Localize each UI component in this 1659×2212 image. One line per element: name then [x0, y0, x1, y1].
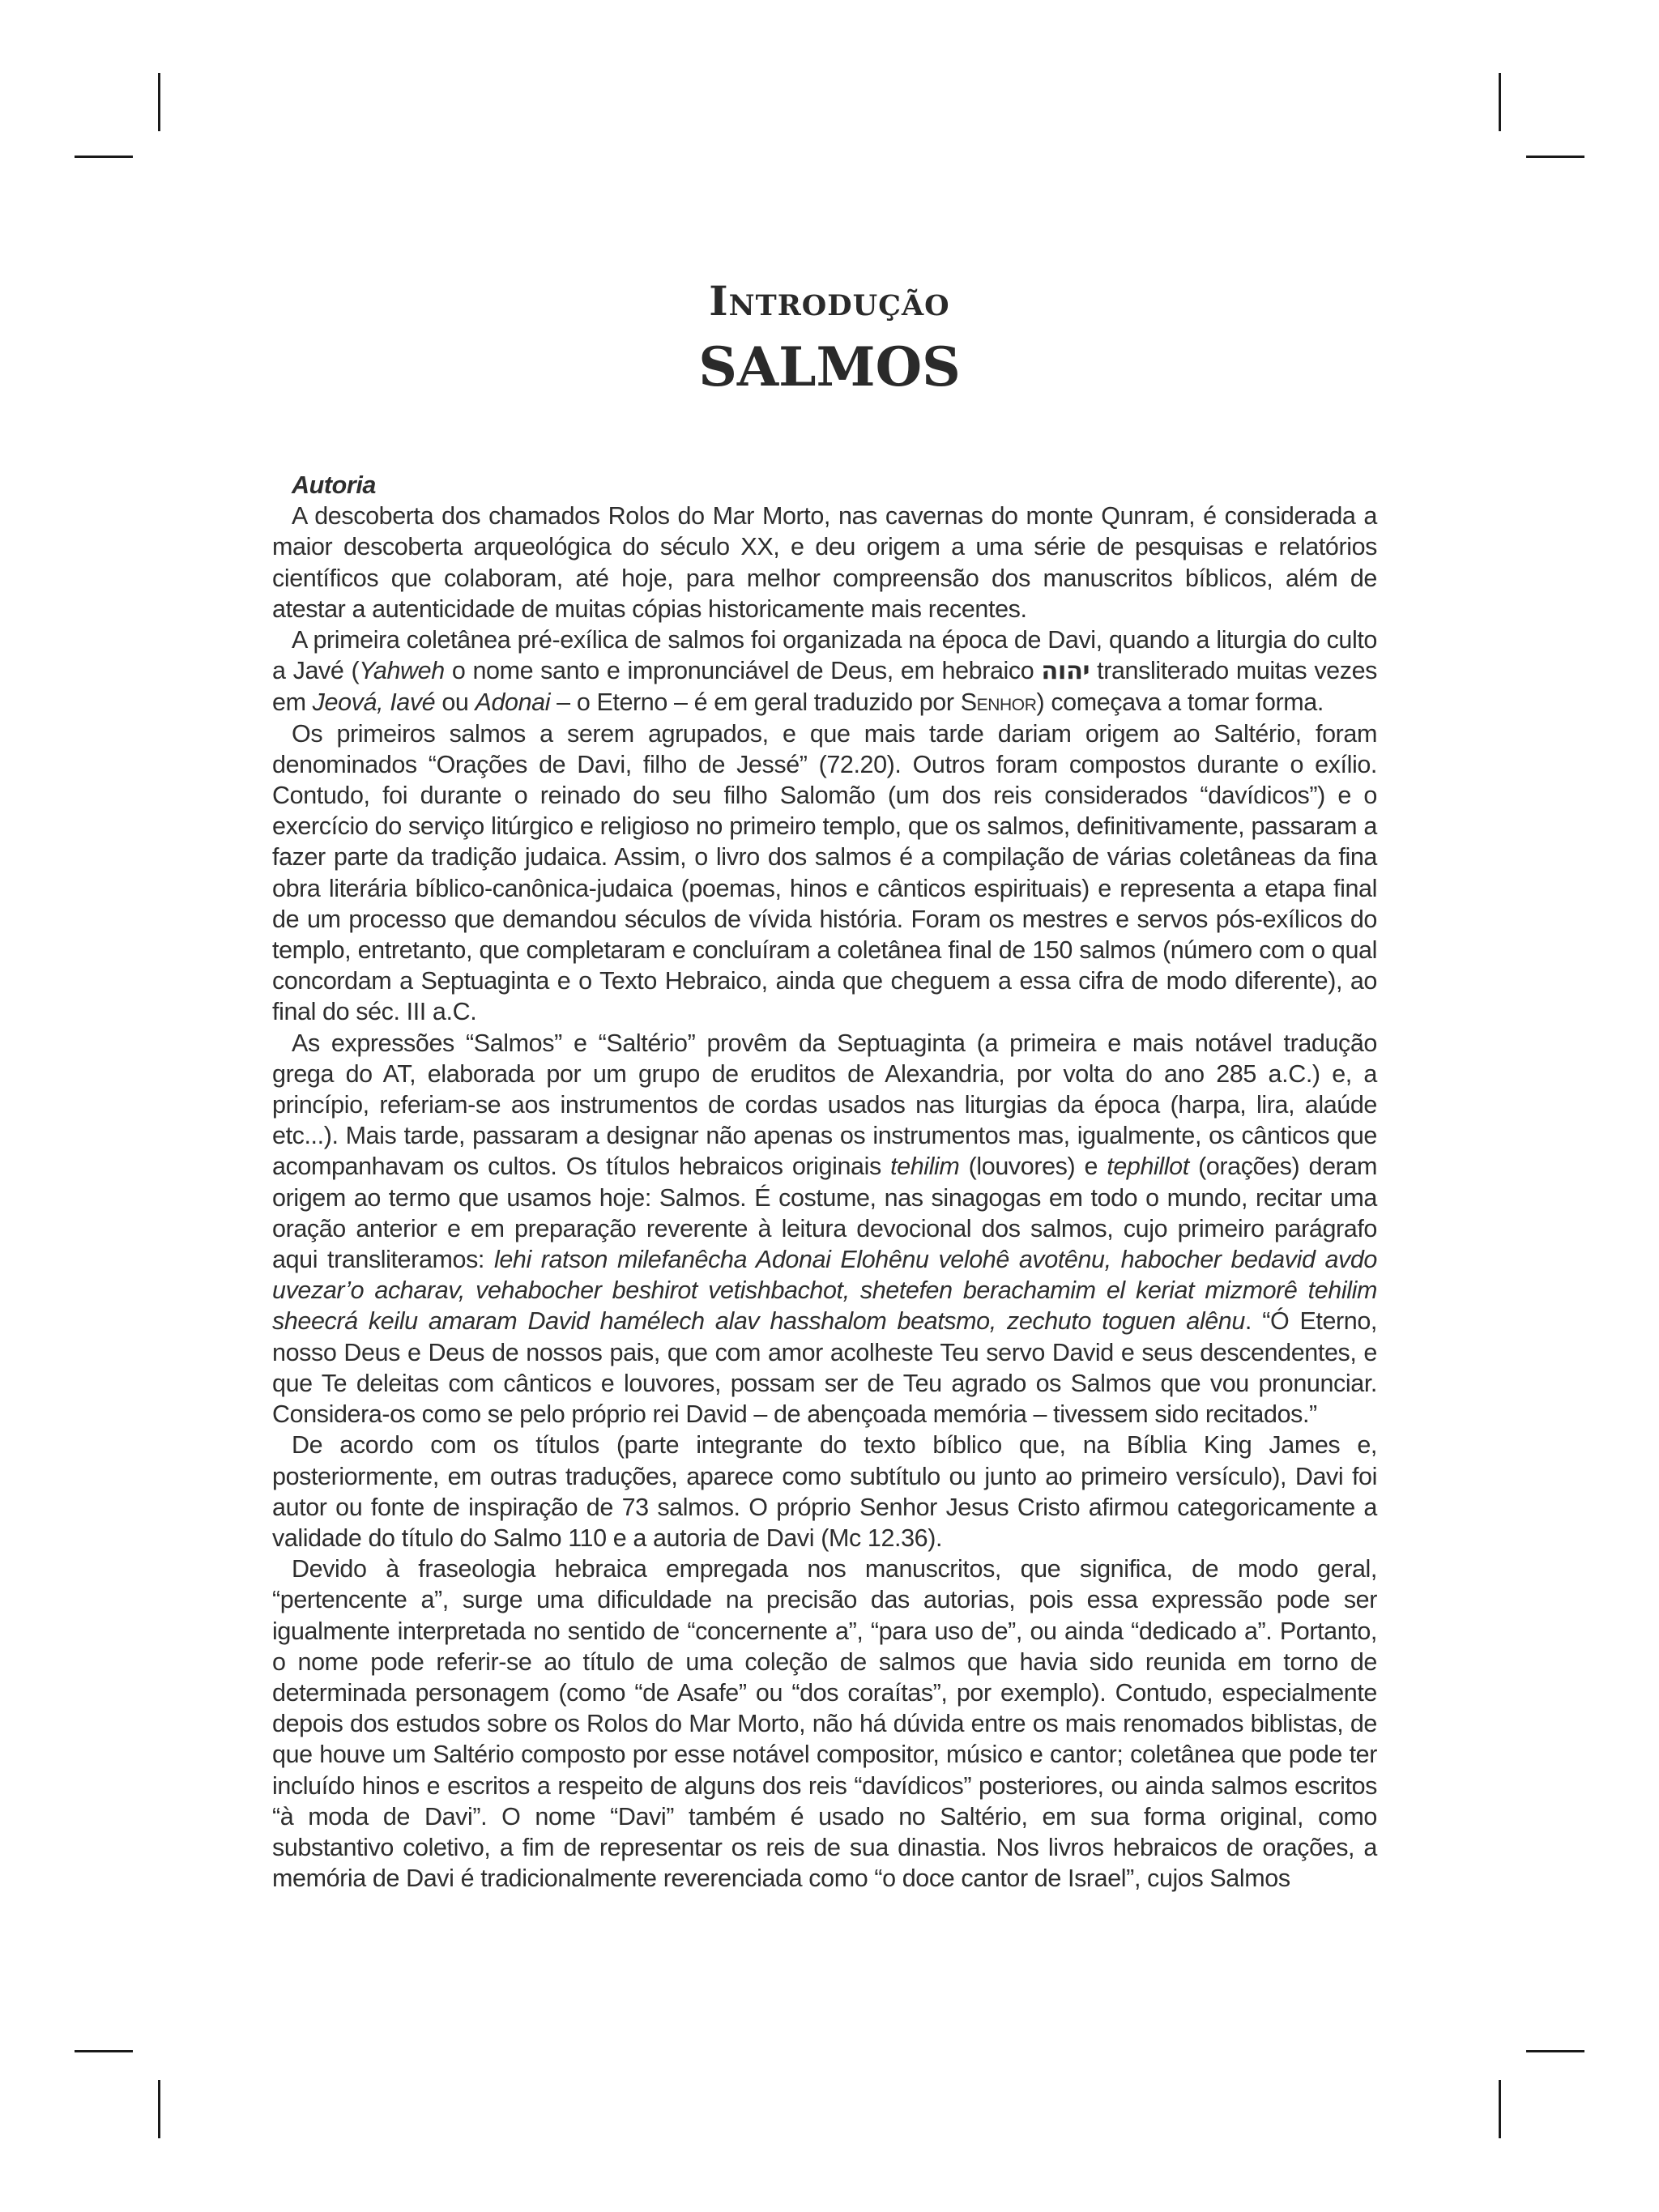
italic-term: Adonai — [475, 688, 551, 717]
text-run: A primeira coletânea pré-exílica de salmos foi organizada na época de Davi, quando a liturgia do culto a Javé ( — [272, 626, 1377, 685]
crop-mark-bottom-left-vertical — [158, 2080, 160, 2138]
crop-mark-top-left-horizontal — [75, 156, 133, 158]
paragraph-4 — [272, 1028, 1377, 1430]
crop-mark-top-left-vertical — [158, 73, 160, 131]
crop-mark-top-right-horizontal — [1526, 156, 1584, 158]
paragraph-3: Os primeiros salmos a serem agrupados, e que mais tarde dariam origem ao Saltério, foram denominados “Orações de Davi, filho de Jessé” (72.20). Outros foram compostos durante o exílio. Contudo, foi durante o reinado do seu filho Salomão (um dos reis considerados “davídicos”) e o exercício do serviço litúrgico e religioso no primeiro templo, que os salmos, definitivamente, passaram a fazer parte da tradição judaica. Assim, o livro dos salmos é a compilação de várias coletâneas da fina obra literária bíblico-canônica-judaica (poemas, hinos e cânticos espirituais) e representa a etapa final de um processo que demandou séculos de vívida história. Foram os mestres e servos pós-exílicos do templo, entretanto, que completaram e concluíram a coletânea final de 150 salmos (número com o qual concordam a Septuaginta e o Texto Hebraico, ainda que cheguem a essa cifra de modo diferente), ao final do séc. III a.C. — [272, 719, 1377, 1026]
text-run: ou — [435, 688, 476, 717]
text-run: transliterado muitas vezes em — [272, 657, 1377, 717]
paragraph-1: A descoberta dos chamados Rolos do Mar Morto, nas cavernas do monte Qunram, é considerada a maior descoberta arqueológica do século XX, e deu origem a uma série de pesquisas e relatórios científicos que colaboram, até hoje, para melhor compreensão dos manuscritos bíblicos, além de atestar a autenticidade de muitas cópias historicamente mais recentes. — [272, 502, 1377, 623]
title-block — [0, 275, 1659, 403]
text-run: . “Ó Eterno, nosso Deus e Deus de nossos pais, que com amor acolheste Teu servo David e seus descendentes, e que Te deleitas com cânticos e louvores, possam ser de Teu agrado os Salmos que vou pronunciar. Considera-os como se pelo próprio rei David – de abençoada memória – tivessem sido recitados.” — [272, 1307, 1378, 1429]
paragraph-2 — [272, 624, 1377, 718]
hebrew-tetragrammaton: יהוה — [1041, 657, 1090, 686]
crop-mark-bottom-right-horizontal — [1526, 2050, 1584, 2052]
text-run: (orações) deram origem ao termo que usamos hoje: Salmos. É costume, nas sinagogas em todo o mundo, recitar uma oração anterior e em preparação reverente à leitura devocional dos salmos, cujo primeiro parágrafo aqui transliteramos: — [272, 1153, 1377, 1274]
text-run: ) começava a tomar forma. — [1036, 688, 1324, 717]
text-run: As expressões “Salmos” e “Saltério” provêm da Septuaginta (a primeira e mais notável tradução grega do AT, elaborada por um grupo de eruditos de Alexandria, por volta do ano 285 a.C.) e, a princípio, referiam-se aos instrumentos de cordas usados nas liturgias da época (harpa, lira, alaúde etc...). Mais tarde, passaram a designar não apenas os instrumentos mas, igualmente, os cânticos que acompanhavam os cultos. Os títulos hebraicos originais — [272, 1029, 1377, 1181]
chapter-kicker: Introdução — [709, 277, 950, 325]
text-run: (louvores) e — [959, 1153, 1107, 1181]
italic-transliteration: lehi ratson milefanêcha Adonai Elohênu velohê avotênu, habocher bedavid avdo uvezar’o acharav, vehabocher beshirot vetishbachot, shetefen berachamim el keriat mizmorê tehilim sheecrá keilu amaram David hamélech alav hasshalom beatsmo, zechuto toguen alênu — [272, 1246, 1377, 1336]
crop-mark-top-right-vertical — [1499, 73, 1501, 131]
italic-term: Yahweh — [359, 657, 445, 685]
italic-term: tehilim — [890, 1153, 960, 1181]
crop-mark-bottom-right-vertical — [1499, 2080, 1501, 2138]
paragraph-5: De acordo com os títulos (parte integrante do texto bíblico que, na Bíblia King James e, posteriormente, em outras traduções, aparece como subtítulo ou junto ao primeiro versículo), Davi foi autor ou fonte de inspiração de 73 salmos. O próprio Senhor Jesus Cristo afirmou categoricamente a validade do título do Salmo 110 e a autoria de Davi (Mc 12.36). — [272, 1431, 1377, 1552]
text-run: o nome santo e impronunciável de Deus, em hebraico — [444, 657, 1042, 685]
crop-mark-bottom-left-horizontal — [75, 2050, 133, 2052]
small-caps-term: Senhor — [960, 688, 1037, 717]
page-title: SALMOS — [698, 335, 961, 399]
section-heading: Autoria — [292, 471, 376, 499]
italic-term: Jeová, Iavé — [312, 688, 436, 717]
italic-term: tephillot — [1107, 1153, 1189, 1181]
body-text — [272, 470, 1377, 1894]
paragraph-6: Devido à fraseologia hebraica empregada nos manuscritos, que significa, de modo geral, “pertencente a”, surge uma dificuldade na precisão das autorias, pois essa expressão pode ser igualmente interpretada no sentido de “concernente a”, “para uso de”, ou ainda “dedicado a”. Portanto, o nome pode referir-se ao título de uma coleção de salmos que havia sido reunida em torno de determinada personagem (como “de Asafe” ou “dos coraítas”, por exemplo). Contudo, especialmente depois dos estudos sobre os Rolos do Mar Morto, não há dúvida entre os mais renomados biblistas, de que houve um Saltério composto por esse notável compositor, músico e cantor; coletânea que pode ter incluído hinos e escritos a respeito de alguns dos reis “davídicos” posteriores, ou ainda salmos escritos “à moda de Davi”. O nome “Davi” também é usado no Saltério, em sua forma original, como substantivo coletivo, a fim de representar os reis de sua dinastia. Nos livros hebraicos de orações, a memória de Davi é tradicionalmente reverenciada como “o doce cantor de Israel”, cujos Salmos — [272, 1555, 1377, 1893]
text-run: – o Eterno – é em geral traduzido por — [550, 688, 961, 717]
